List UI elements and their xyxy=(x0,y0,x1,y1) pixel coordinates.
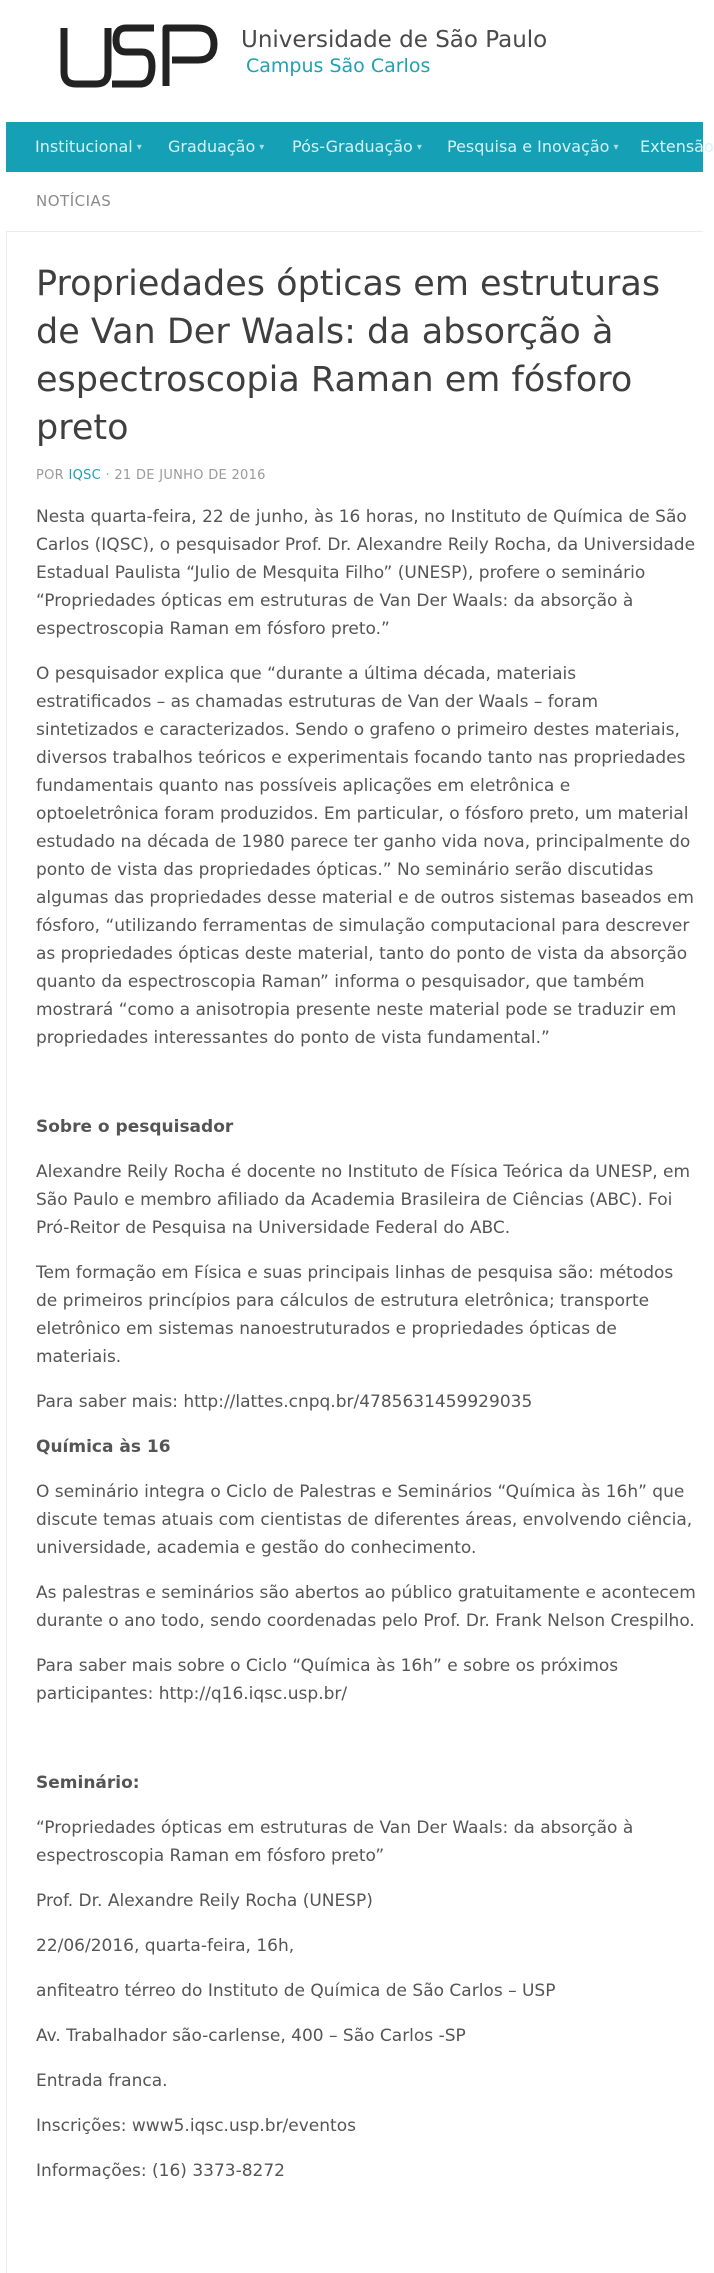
paragraph: O pesquisador explica que “durante a última década, materiais estratificados – as chamadas estruturas de Van der Waals – foram sintetizados e caracterizados. Sendo o grafeno o primeiro destes materiais, diversos trabalhos teóricos e experimentais focando tanto nas propriedades fundamentais quanto nas possíveis aplicações em eletrônica e optoeletrônica foram produzidos. Em particular, o fósforo preto, um material estudado na década de 1980 parece ter ganho vida nova, principalmente do ponto de vista das propriedades ópticas.” No seminário serão discutidas algumas das propriedades desse material e de outros sistemas baseados em fósforo, “utilizando ferramentas de simulação computacional para descrever as propriedades ópticas deste material, tanto do ponto de vista da absorção quanto da espectroscopia Raman” informa o pesquisador, que também mostrará “como a anisotropia presente neste material pode se traduzir em propriedades interessantes do ponto de vista fundamental.” xyxy=(36,664,694,1048)
caret-down-icon: ▾ xyxy=(613,142,619,153)
university-name: Universidade de São Paulo xyxy=(241,27,548,53)
seminar-venue: anfiteatro térreo do Instituto de Química de São Carlos – USP xyxy=(36,1981,556,2001)
nav-item-label: Graduação xyxy=(168,137,256,156)
paragraph: As palestras e seminários são abertos ao público gratuitamente e acontecem durante o ano todo, sendo coordenadas pelo Prof. Dr. Frank Nelson Crespilho. xyxy=(36,1583,696,1631)
article-body xyxy=(36,503,696,2185)
article xyxy=(36,260,696,2202)
publish-date: · 21 DE JUNHO DE 2016 xyxy=(105,468,266,483)
site-header xyxy=(0,0,703,122)
paragraph: Alexandre Reily Rocha é docente no Instituto de Física Teórica da UNESP, em São Paulo e membro afiliado da Academia Brasileira de Ciências (ABC). Foi Pró-Reitor de Pesquisa na Universidade Federal do ABC. xyxy=(36,1162,691,1238)
seminar-title: “Propriedades ópticas em estruturas de Van Der Waals: da absorção à espectroscopia Raman em fósforo preto” xyxy=(36,1818,634,1866)
spacer xyxy=(36,1069,696,1113)
seminar-speaker: Prof. Dr. Alexandre Reily Rocha (UNESP) xyxy=(36,1891,373,1911)
article-meta xyxy=(36,468,696,483)
nav-item-label: Extensão xyxy=(640,137,714,156)
author-link[interactable]: IQSC xyxy=(68,468,102,483)
nav-item-pos-graduacao[interactable] xyxy=(292,122,422,172)
nav-item-graduacao[interactable] xyxy=(168,122,264,172)
nav-item-label: Institucional xyxy=(35,137,133,156)
caret-down-icon: ▾ xyxy=(416,142,422,153)
caret-down-icon: ▾ xyxy=(136,142,142,153)
paragraph: Tem formação em Física e suas principais linhas de pesquisa são: métodos de primeiros princípios para cálculos de estrutura eletrônica; transporte eletrônico em sistemas nanoestruturados e propriedades ópticas de materiais. xyxy=(36,1263,674,1367)
seminar-admission: Entrada franca. xyxy=(36,2071,168,2091)
article-title: Propriedades ópticas em estruturas de Van Der Waals: da absorção à espectroscopia Raman em fósforo preto xyxy=(36,264,661,448)
usp-logo[interactable] xyxy=(60,24,218,88)
nav-item-label: Pós-Graduação xyxy=(292,137,413,156)
seminar-address: Av. Trabalhador são-carlense, 400 – São Carlos -SP xyxy=(36,2026,466,2046)
spacer xyxy=(36,1725,696,1769)
section-heading-seminario: Seminário: xyxy=(36,1773,140,1793)
nav-item-label: Pesquisa e Inovação xyxy=(447,137,610,156)
paragraph-link[interactable]: Para saber mais: http://lattes.cnpq.br/4785631459929035 xyxy=(36,1392,533,1412)
paragraph: Nesta quarta-feira, 22 de junho, às 16 horas, no Instituto de Química de São Carlos (IQSC), o pesquisador Prof. Dr. Alexandre Reily Rocha, da Universidade Estadual Paulista “Julio de Mesquita Filho” (UNESP), profere o seminário “Propriedades ópticas em estruturas de Van Der Waals: da absorção à espectroscopia Raman em fósforo preto.” xyxy=(36,507,696,639)
paragraph-link[interactable]: Para saber mais sobre o Ciclo “Química às 16h” e sobre os próximos participantes: http://q16.iqsc.usp.br/ xyxy=(36,1656,619,1704)
section-heading-quimica: Química às 16 xyxy=(36,1437,171,1457)
caret-down-icon: ▾ xyxy=(259,142,265,153)
seminar-contact: Informações: (16) 3373-8272 xyxy=(36,2161,285,2181)
meta-by: POR xyxy=(36,468,65,483)
seminar-registration[interactable]: Inscrições: www5.iqsc.usp.br/eventos xyxy=(36,2116,356,2136)
paragraph: O seminário integra o Ciclo de Palestras e Seminários “Química às 16h” que discute temas atuais com cientistas de diferentes áreas, envolvendo ciência, universidade, academia e gestão do conhecimento. xyxy=(36,1482,693,1558)
nav-item-institucional[interactable] xyxy=(35,122,142,172)
campus-name: Campus São Carlos xyxy=(246,55,431,77)
breadcrumb[interactable]: NOTÍCIAS xyxy=(36,192,112,210)
breadcrumb-bar xyxy=(6,172,703,232)
main-nav xyxy=(6,122,714,172)
section-heading-about: Sobre o pesquisador xyxy=(36,1117,234,1137)
nav-item-pesquisa-inovacao[interactable] xyxy=(447,122,619,172)
seminar-date: 22/06/2016, quarta-feira, 16h, xyxy=(36,1936,295,1956)
nav-item-extensao[interactable] xyxy=(640,122,714,172)
